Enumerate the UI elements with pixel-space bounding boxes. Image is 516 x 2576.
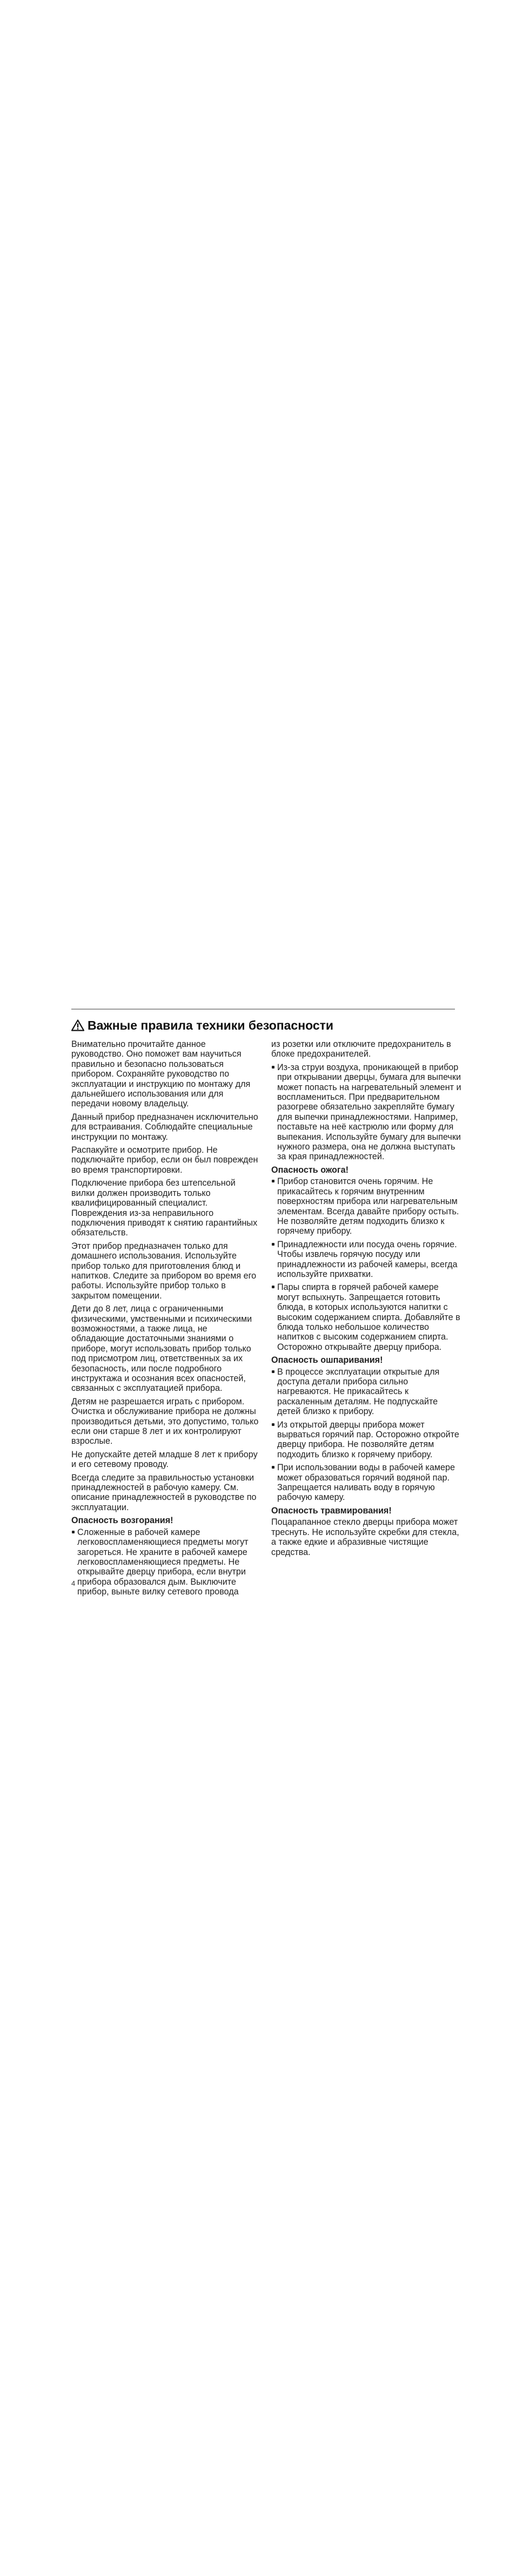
injury-hazard-heading: Опасность травмирования!: [271, 1505, 392, 1516]
right-column: [271, 1039, 461, 1560]
page-number: 4: [71, 1579, 76, 1587]
intro-paragraph: Этот прибор предназначен только для домашнего использования. Используйте прибор только для приготовления блюд и напитков. Следите за прибором во время его работы. Используйте прибор только в закрытом помещении.: [71, 1241, 257, 1301]
list-item: Из-за струи воздуха, проникающей в прибор при открывании дверцы, бумага для выпечки может попасть на нагревательный элемент и воспламениться. При предварительном разогреве обязательно закрепляйте бумагу для выпечки принадлежностями. Например, поставьте на неё кастрюлю или форму для выпекания. Используйте бумагу для выпечки нужного размера, она не должна выступать за края принадлежностей.: [271, 1063, 461, 1162]
intro-paragraph: Не допускайте детей младше 8 лет к прибору и его сетевому проводу.: [71, 1449, 258, 1470]
burn-hazard-heading: Опасность ожога!: [271, 1165, 349, 1175]
section-title: Важные правила техники безопасности: [88, 1018, 334, 1032]
intro-paragraph: Данный прибор предназначен исключительно для встраивания. Соблюдайте специальные инструкции по монтажу.: [71, 1112, 258, 1142]
intro-paragraph: Подключение прибора без штепсельной вилки должен производить только квалифицированный специалист. Повреждения из-за неправильного подключения приводят к снятию гарантийных обязательств.: [71, 1178, 258, 1238]
list-item: Пары спирта в горячей рабочей камере могут вспыхнуть. Запрещается готовить блюда, в которых используются напитки с высоким содержанием спирта. Добавляйте в блюда только небольшое количество напитков с высоким содержанием спирта. Осторожно открывайте дверцу прибора.: [271, 1282, 461, 1352]
list-item: Принадлежности или посуда очень горячие. Чтобы извлечь горячую посуду или принадлежности из рабочей камеры, всегда используйте прихватки.: [271, 1240, 461, 1280]
continued-text: из розетки или отключите предохранитель в блоке предохранителей.: [271, 1039, 451, 1059]
intro-paragraph: Всегда следите за правильностью установки принадлежностей в рабочую камеру. См. описание принадлежностей в руководстве по эксплуатации.: [71, 1472, 257, 1512]
list-item: При использовании воды в рабочей камере может образоваться горячий водяной пар. Запрещается наливать воду в горячую рабочую камеру.: [271, 1463, 461, 1503]
burn-hazard-list: [271, 1177, 461, 1352]
section-divider: [71, 1009, 455, 1010]
list-item: Из открытой дверцы прибора может вырваться горячий пар. Осторожно откройте дверцу прибора. Не позволяйте детям подходить близко к горячему прибору.: [271, 1420, 461, 1460]
fire-hazard-list: [71, 1527, 260, 1597]
fire-hazard-list-continued: [271, 1063, 461, 1162]
list-item: В процессе эксплуатации открытые для доступа детали прибора сильно нагреваются. Не прикасайтесь к раскаленным деталям. Не подпускайте детей близко к прибору.: [271, 1367, 461, 1417]
intro-paragraph: Дети до 8 лет, лица с ограниченными физическими, умственными и психическими возможностями, а также лица, не обладающие достаточными знаниями о приборе, могут использовать прибор только под присмотром лиц, ответственных за их безопасность, или после подробного инструктажа и осознания всех опасностей, связанных с эксплуатацией прибора.: [71, 1304, 252, 1394]
intro-paragraph: Детям не разрешается играть с прибором. Очистка и обслуживание прибора не должны производиться детьми, это допустимо, только если они старше 8 лет и их контролируют взрослые.: [71, 1396, 259, 1446]
fire-hazard-heading: Опасность возгорания!: [71, 1516, 173, 1526]
injury-paragraph: Поцарапанное стекло дверцы прибора может треснуть. Не используйте скребки для стекла, а также едкие и абразивные чистящие средства.: [271, 1517, 459, 1557]
scald-hazard-list: [271, 1367, 461, 1503]
warning-icon: [71, 1019, 84, 1031]
intro-paragraph: Распакуйте и осмотрите прибор. Не подключайте прибор, если он был поврежден во время транспортировки.: [71, 1145, 258, 1175]
scald-hazard-heading: Опасность ошпаривания!: [271, 1355, 383, 1365]
section-heading: [71, 1015, 460, 1036]
intro-paragraph: Внимательно прочитайте данное руководство. Оно поможет вам научиться правильно и безопасно пользоваться прибором. Сохраняйте руководство по эксплуатации и инструкцию по монтажу для дальнейшего использования или для передачи новому владельцу.: [71, 1039, 251, 1109]
list-item: Сложенные в рабочей камере легковоспламеняющиеся предметы могут загореться. Не храните в рабочей камере легковоспламеняющиеся предметы. Не открывайте дверцу прибора, если внутри прибора образовался дым. Выключите прибор, выньте вилку сетевого провода: [71, 1527, 260, 1597]
left-column: [71, 1039, 260, 1600]
list-item: Прибор становится очень горячим. Не прикасайтесь к горячим внутренним поверхностям прибора или нагревательным элементам. Всегда давайте прибору остыть. Не позволяйте детям подходить близко к горячему прибору.: [271, 1177, 461, 1236]
